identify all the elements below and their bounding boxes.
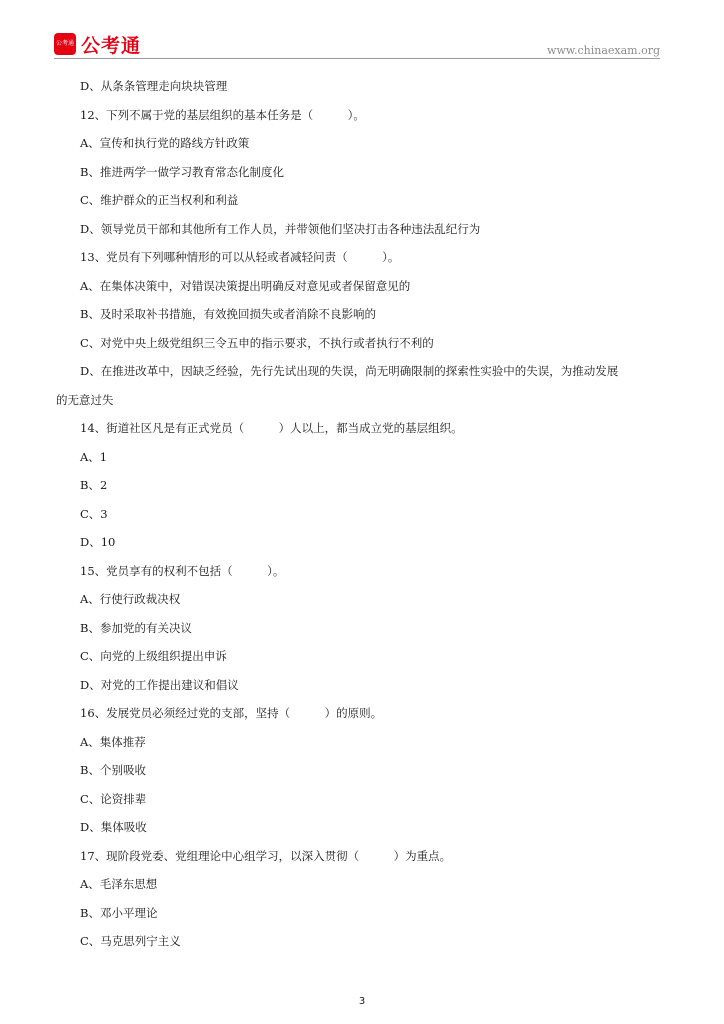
option-line: D、集体吸收 xyxy=(80,820,147,834)
option-line: D、领导党员干部和其他所有工作人员，并带领他们坚决打击各种违法乱纪行为 xyxy=(80,221,481,236)
option-line: C、马克思列宁主义 xyxy=(80,934,181,948)
page-header xyxy=(0,0,724,64)
option-line: D、从条条管理走向块块管理 xyxy=(80,79,228,93)
option-line: C、维护群众的正当权利和利益 xyxy=(80,193,239,207)
option-line: B、邓小平理论 xyxy=(80,905,158,920)
question-line: 13、党员有下列哪种情形的可以从轻或者减轻问责（ ）。 xyxy=(80,250,400,264)
option-line: B、推进两学一做学习教育常态化制度化 xyxy=(80,164,284,179)
option-line: B、个别吸收 xyxy=(80,763,146,777)
option-line: D、在推进改革中，因缺乏经验，先行先试出现的失误，尚无明确限制的探索性实验中的失误，为推动发展 xyxy=(80,364,619,378)
logo-text: 公考通 xyxy=(81,34,142,57)
option-line: C、向党的上级组织提出申诉 xyxy=(80,649,227,663)
option-line: A、在集体决策中，对错误决策提出明确反对意见或者保留意见的 xyxy=(80,278,411,293)
option-line: A、毛泽东思想 xyxy=(80,877,158,891)
option-line: C、对党中央上级党组织三令五申的指示要求，不执行或者执行不利的 xyxy=(80,335,434,350)
option-line: A、行使行政裁决权 xyxy=(80,592,181,606)
question-line: 15、党员享有的权利不包括（ ）。 xyxy=(80,563,285,578)
option-line: A、宣传和执行党的路线方针政策 xyxy=(80,136,250,150)
option-line: B、2 xyxy=(80,478,108,492)
site-url[interactable]: www.chinaexam.org xyxy=(547,44,660,57)
document-body xyxy=(58,72,670,956)
option-line-continued: 的无意过失 xyxy=(56,392,114,407)
option-line: B、及时采取补书措施，有效挽回损失或者消除不良影响的 xyxy=(80,307,376,321)
logo-badge-icon xyxy=(54,33,76,55)
question-line: 14、街道社区凡是有正式党员（ ）人以上，都当成立党的基层组织。 xyxy=(80,421,463,435)
option-line: A、1 xyxy=(80,449,108,464)
question-line: 12、下列不属于党的基层组织的基本任务是（ ）。 xyxy=(80,107,365,122)
question-line: 16、发展党员必须经过党的支部，坚持（ ）的原则。 xyxy=(80,706,383,720)
brand-logo[interactable] xyxy=(54,33,141,55)
logo-badge-text: 公考通 xyxy=(55,40,74,47)
header-divider xyxy=(54,58,660,59)
option-line: C、3 xyxy=(80,506,108,521)
question-line: 17、现阶段党委、党组理论中心组学习，以深入贯彻（ ）为重点。 xyxy=(80,848,452,863)
option-line: D、对党的工作提出建议和倡议 xyxy=(80,677,239,692)
option-line: B、参加党的有关决议 xyxy=(80,620,192,635)
option-line: A、集体推荐 xyxy=(80,734,146,749)
option-line: C、论资排辈 xyxy=(80,791,147,806)
page-number: 3 xyxy=(358,996,366,1007)
option-line: D、10 xyxy=(80,535,116,549)
